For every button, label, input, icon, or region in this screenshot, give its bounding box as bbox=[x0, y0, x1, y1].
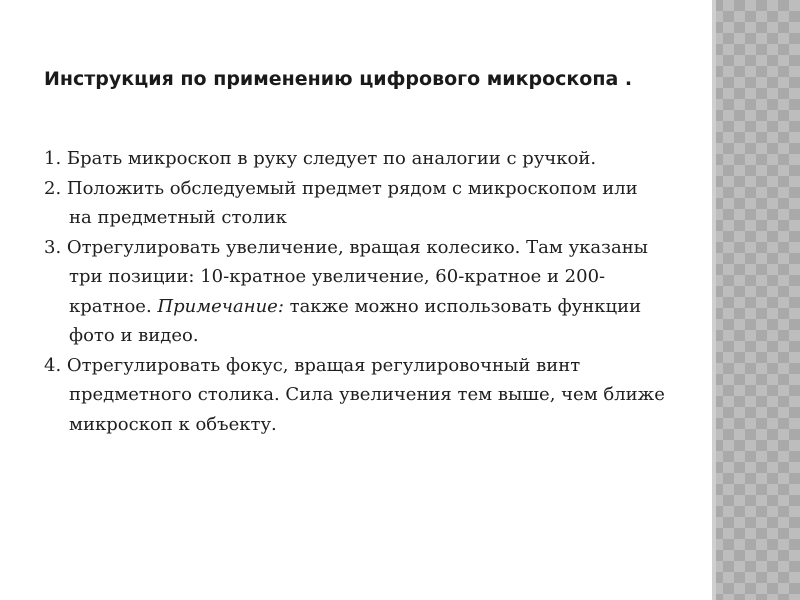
instruction-step-3 bbox=[44, 233, 666, 351]
instruction-step-1: 1. Брать микроскоп в руку следует по аналогии с ручкой. bbox=[44, 148, 597, 169]
title-spacer bbox=[44, 94, 666, 144]
slide-content bbox=[44, 64, 666, 439]
step-3-text: 3. Отрегулировать увеличение, вращая колесико. Там указаны три позиции: 10-кратное увеличение, 60-кратное и 200-кратное. bbox=[44, 236, 649, 317]
slide-title: Инструкция по применению цифрового микроскопа . bbox=[44, 68, 633, 90]
instruction-step-2: 2. Положить обследуемый предмет рядом с микроскопом или на предметный столик bbox=[44, 177, 638, 228]
instruction-step-4: 4. Отрегулировать фокус, вращая регулировочный винт предметного столика. Сила увеличения тем выше, чем ближе микроскоп к объекту. bbox=[44, 354, 665, 435]
decorative-side-panel bbox=[712, 0, 800, 600]
step-3-note-text: также можно использовать функции фото и видео. bbox=[69, 295, 642, 346]
note-label: Примечание: bbox=[157, 295, 284, 317]
